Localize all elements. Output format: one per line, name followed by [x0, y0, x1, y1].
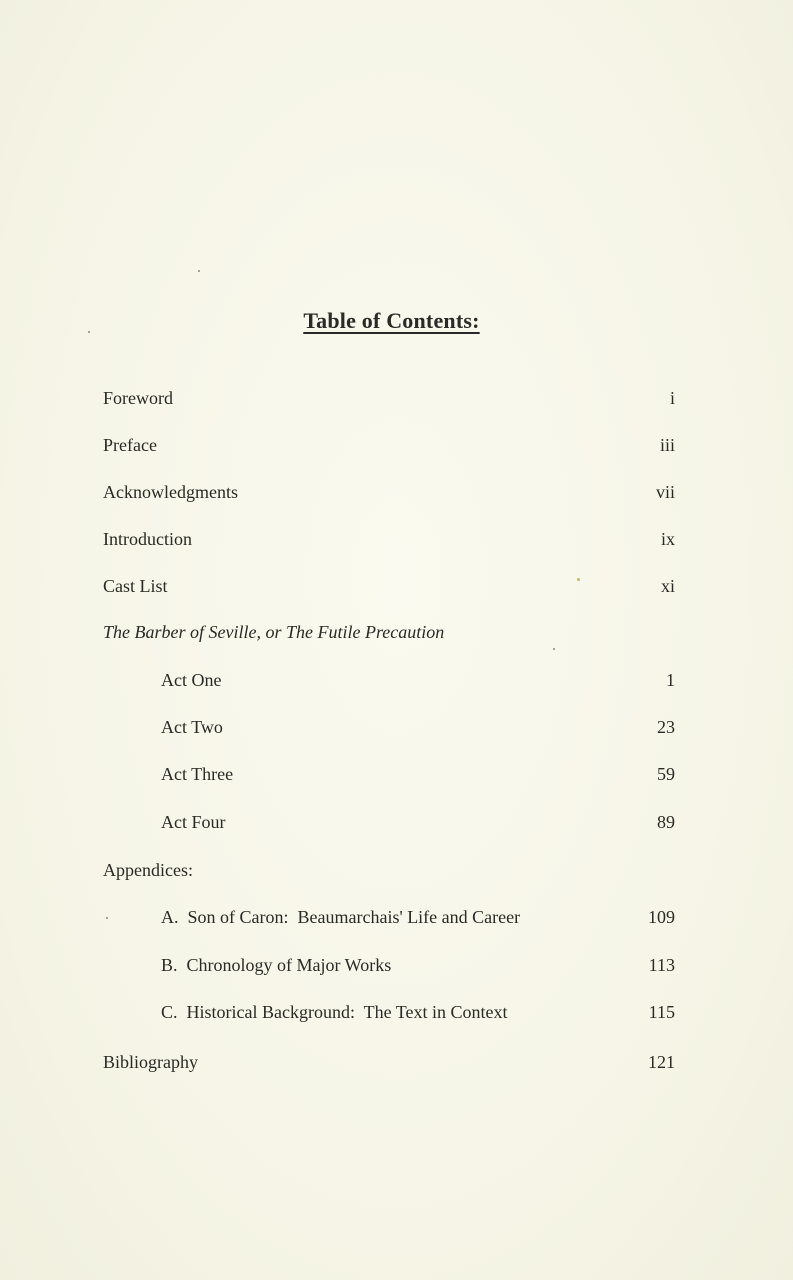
toc-entry-page-number: vii [655, 482, 675, 502]
toc-entry-act-four [103, 810, 675, 834]
toc-entry-appendices [103, 858, 675, 882]
toc-entry-page-number: 1 [666, 670, 675, 690]
toc-entry-page-number: i [669, 388, 675, 408]
toc-entry-act-one [103, 668, 675, 692]
toc-entry-page-number: iii [659, 435, 675, 455]
paper-speck [553, 648, 555, 650]
toc-entry-label: C. Historical Background: The Text in Context [161, 1002, 508, 1022]
toc-entry-appendix-c [103, 1000, 675, 1024]
toc-entry-label: Acknowledgments [103, 482, 238, 502]
toc-entry-appendix-a [103, 905, 675, 929]
toc-entry-introduction [103, 527, 675, 551]
toc-entry-label: B. Chronology of Major Works [161, 955, 392, 975]
toc-entry-label: Cast List [103, 576, 168, 596]
toc-entry-label: Bibliography [103, 1052, 198, 1072]
toc-entry-label: Act Three [161, 764, 234, 784]
toc-entry-appendix-b [103, 953, 675, 977]
toc-entry-label: Act One [161, 670, 222, 690]
paper-speck [198, 270, 200, 272]
toc-entry-cast-list [103, 574, 675, 598]
page-title-text: Table of Contents: [303, 308, 480, 333]
toc-entry-label: Act Four [161, 812, 226, 832]
toc-entry-act-three [103, 762, 675, 786]
toc-entry-page-number: xi [660, 576, 675, 596]
toc-entry-page-number: 89 [657, 812, 675, 832]
page-title [0, 308, 783, 334]
toc-entry-label: Introduction [103, 529, 192, 549]
toc-entry-page-number: ix [660, 529, 675, 549]
toc-entry-label: Foreword [103, 388, 173, 408]
toc-entry-label: Act Two [161, 717, 223, 737]
toc-entry-page-number: 115 [648, 1002, 675, 1022]
toc-entry-label: A. Son of Caron: Beaumarchais' Life and Career [161, 907, 521, 927]
toc-entry-acknowledgments [103, 480, 675, 504]
toc-entry-page-number: 59 [657, 764, 675, 784]
toc-entry-foreword [103, 386, 675, 410]
toc-entry-page-number: 23 [657, 717, 675, 737]
toc-entry-page-number: 121 [648, 1052, 675, 1072]
toc-entry-label: Appendices: [103, 860, 193, 880]
toc-entry-page-number: 113 [648, 955, 675, 975]
toc-entry-page-number: 109 [648, 907, 675, 927]
toc-entry-label: Preface [103, 435, 157, 455]
toc-entry-act-two [103, 715, 675, 739]
toc-entry-bibliography [103, 1050, 675, 1074]
toc-entry-label: The Barber of Seville, or The Futile Precaution [103, 622, 445, 642]
toc-entry-preface [103, 433, 675, 457]
toc-entry-play-title [103, 620, 675, 644]
